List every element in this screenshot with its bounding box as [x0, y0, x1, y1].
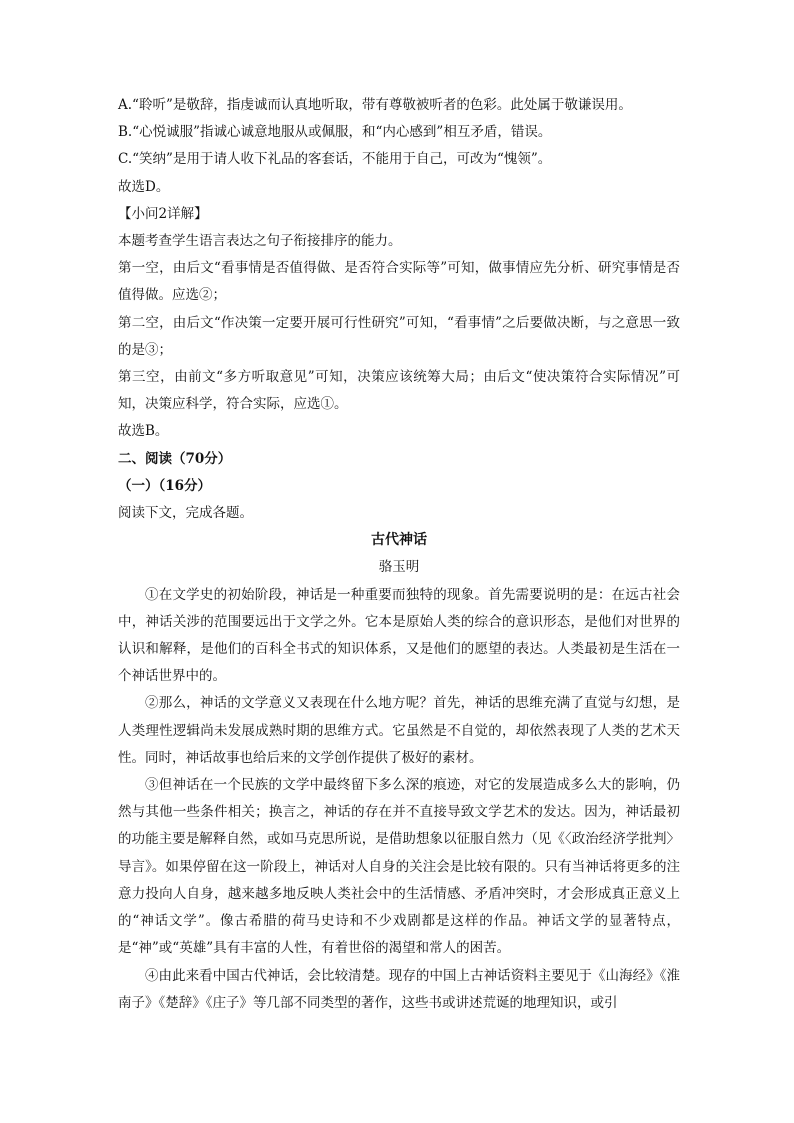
article-paragraph-2: ②那么，神话的文学意义又表现在什么地方呢？首先，神话的思维充满了直觉与幻想，是人类理性逻辑尚未发展成熟时期的思维方式。它虽然是不自觉的，却依然表现了人类的艺术天性。同时，神话故事也给后来的文学创作提供了极好的素材。	[118, 695, 680, 766]
sub-question-heading: 【小问2详解】	[118, 205, 208, 222]
option-a: A.“聆听”是敬辞，指虔诚而认真地听取，带有尊敬被听者的色彩。此处属于敬谦误用。	[118, 97, 632, 113]
answer-line: 故选D。	[118, 178, 170, 195]
analysis-blank-3: 第三空，由前文“多方听取意见”可知，决策应该统筹大局；由后文“使决策符合实际情况”可知，决策应科学，符合实际，应选①。	[118, 369, 680, 413]
analysis-blank-1: 第一空，由后文“看事情是否值得做、是否符合实际等”可知，做事情应先分析、研究事情是否值得做。应选②；	[118, 260, 680, 304]
section-subheading: （一）（16分）	[118, 477, 212, 494]
section-heading: 二、阅读（70分）	[118, 450, 232, 467]
article-author: 骆玉明	[378, 559, 420, 576]
article-paragraph-1: ①在文学史的初始阶段，神话是一种重要而独特的现象。首先需要说明的是：在远古社会中，神话关涉的范围要远出于文学之外。它本是原始人类的综合的意识形态，是他们对世界的认识和解释，是他们的百科全书式的知识体系，又是他们的愿望的表达。人类最初是生活在一个神话世界中的。	[118, 586, 680, 685]
section-instruction: 阅读下文，完成各题。	[118, 505, 253, 522]
article-title: 古代神话	[371, 532, 427, 549]
option-c: C.“笑纳”是用于请人收下礼品的客套话，不能用于自己，可改为“愧领”。	[118, 151, 552, 168]
analysis-answer: 故选B。	[118, 423, 169, 440]
document-page	[118, 92, 680, 1017]
article-paragraph-3: ③但神话在一个民族的文学中最终留下多么深的痕迹，对它的发展造成多么大的影响，仍然与其他一些条件相关；换言之，神话的存在并不直接导致文学艺术的发达。因为，神话最初的功能主要是解释自然，或如马克思所说，是借助想象以征服自然力（见《〈政治经济学批判〉导言》。如果停留在这一阶段上，神话对人自身的关注会是比较有限的。只有当神话将更多的注意力投向人自身，越来越多地反映人类社会中的生活情感、矛盾冲突时，才会形成真正意义上的“神话文学”。像古希腊的荷马史诗和不少戏剧都是这样的作品。神话文学的显著特点，是“神”或“英雄”具有丰富的人性，有着世俗的渴望和常人的困苦。	[118, 777, 680, 957]
analysis-blank-2: 第二空，由后文“作决策一定要开展可行性研究”可知，“看事情”之后要做决断，与之意思一致的是③；	[118, 314, 680, 358]
option-b: B.“心悦诚服”指诚心诚意地服从或佩服，和“内心感到”相互矛盾，错误。	[118, 124, 552, 141]
analysis-intro: 本题考查学生语言表达之句子衔接排序的能力。	[118, 233, 402, 250]
article-paragraph-4: ④由此来看中国古代神话，会比较清楚。现存的中国上古神话资料主要见于《山海经》《淮南子》《楚辞》《庄子》等几部不同类型的著作，这些书或讲述荒诞的地理知识，或引	[118, 967, 680, 1011]
